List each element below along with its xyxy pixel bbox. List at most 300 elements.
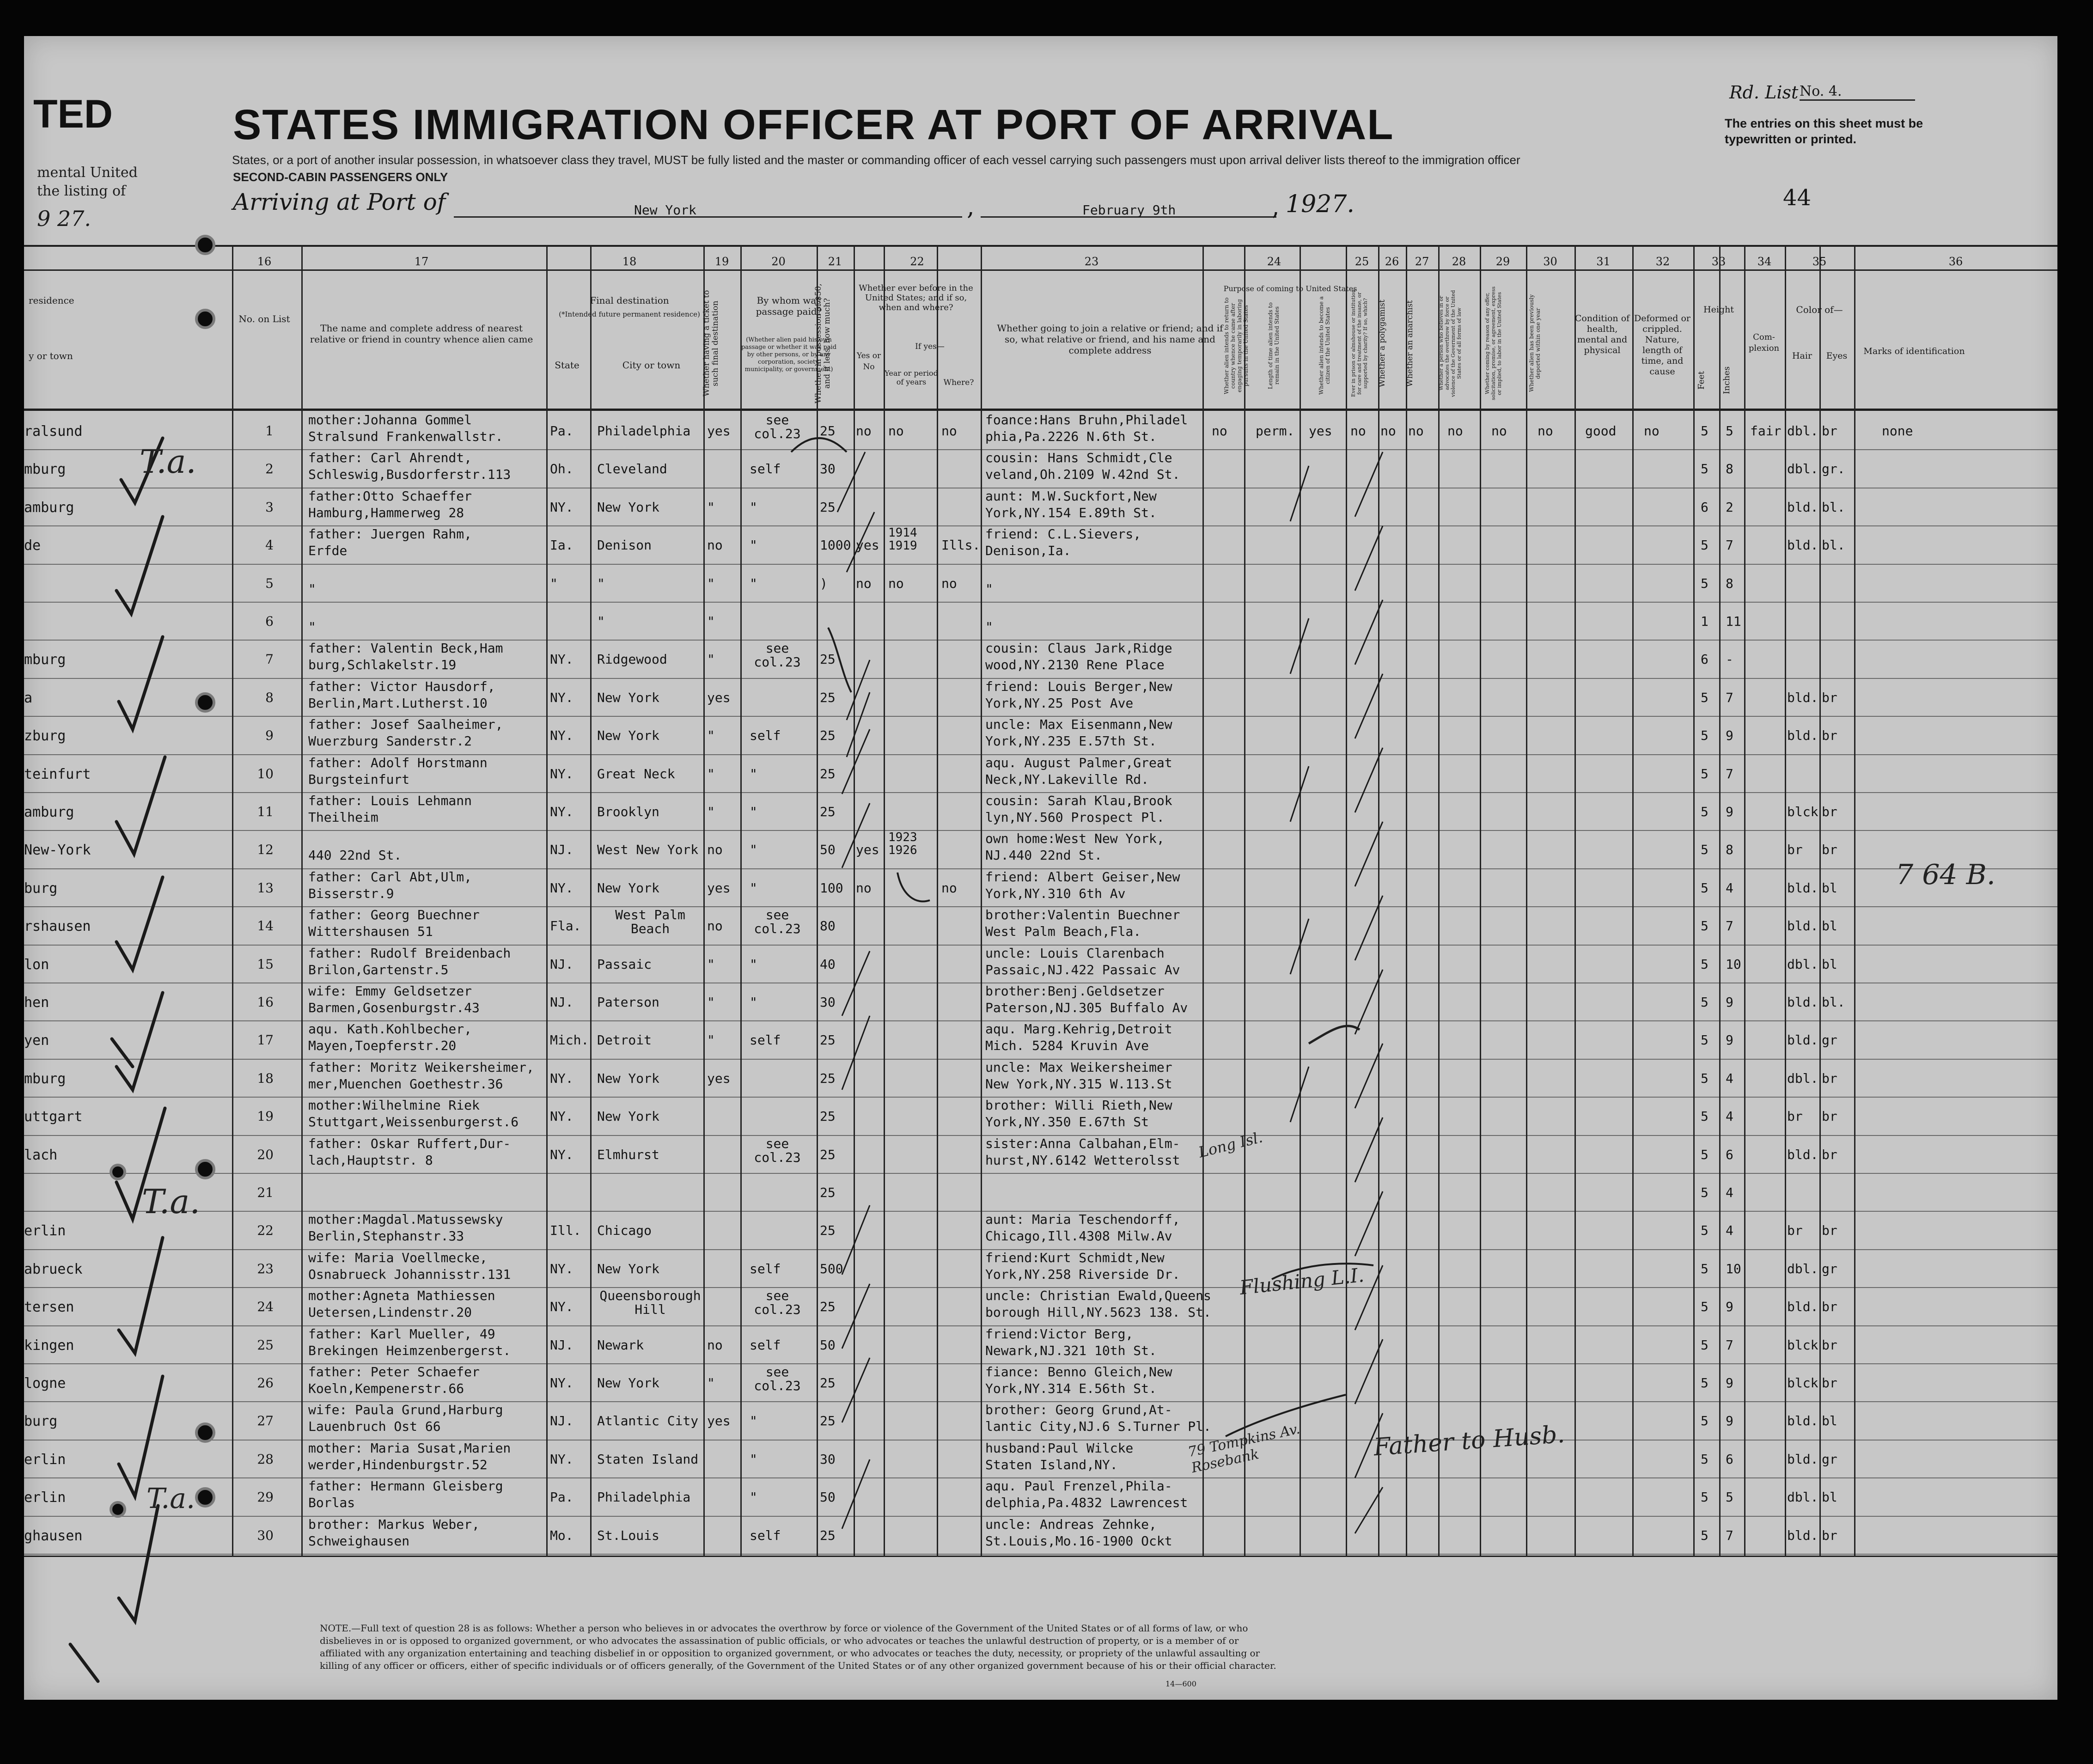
residence-fragment: a — [24, 690, 33, 706]
cell-paid: self — [750, 1261, 781, 1276]
column-number: 21 — [828, 255, 842, 268]
cell-join2: York,NY.154 E.89th St. — [985, 505, 1157, 520]
cell-paid: " — [750, 499, 757, 515]
cell-hair: bld. — [1787, 1032, 1818, 1048]
column-number: 23 — [1084, 255, 1099, 268]
cell-ticket: " — [707, 1375, 715, 1391]
cell-city: Denison — [597, 537, 652, 553]
cell-feet: 5 — [1701, 1223, 1709, 1239]
cell-rel2: Koeln,Kempenerstr.66 — [308, 1381, 464, 1396]
cell-money: 30 — [820, 995, 836, 1010]
cell-join1: brother: Georg Grund,At- — [985, 1402, 1172, 1418]
cell-rel1: wife: Maria Voellmecke, — [308, 1250, 488, 1265]
cell-city: New York — [597, 1109, 659, 1124]
cell-feet: 5 — [1701, 918, 1709, 934]
cell-state: NY. — [550, 1070, 574, 1086]
column-number: 24 — [1267, 255, 1281, 268]
cell-rel2: Stuttgart,Weissenburgerst.6 — [308, 1114, 519, 1130]
cell-feet: 5 — [1701, 461, 1709, 477]
cell-ticket: " — [707, 499, 715, 515]
cell-rel1: father: Georg Buechner — [308, 907, 480, 923]
residence-header: residence — [29, 295, 74, 306]
cell-no: 26 — [257, 1375, 274, 1391]
final-destination-header: Final destination — [590, 295, 669, 306]
cell-feet: 5 — [1701, 1489, 1709, 1505]
cell-join2: York,NY.235 E.57th St. — [985, 733, 1157, 749]
final-destination-subheader: (*Intended future permanent residence) — [559, 310, 700, 318]
cell-no: 1 — [265, 423, 274, 439]
cell-marks: none — [1882, 423, 1913, 439]
marks-header: Marks of identification — [1863, 346, 1965, 356]
cell-ticket: " — [707, 1032, 715, 1048]
cell-feet: 5 — [1701, 537, 1709, 553]
cell-hair: bld. — [1787, 995, 1818, 1010]
cell-paid: " — [750, 956, 757, 972]
cell-paid: see col.23 — [754, 1288, 801, 1318]
cell-hair: dbl. — [1787, 1489, 1818, 1505]
cell-no: 23 — [257, 1261, 274, 1276]
cell-join1: brother:Benj.Geldsetzer — [985, 983, 1165, 999]
cell-state: Ill. — [550, 1223, 581, 1239]
cell-money: 25 — [820, 1375, 836, 1391]
cell-rel1: mother: Maria Susat,Marien — [308, 1440, 511, 1456]
cell-state: NY. — [550, 690, 574, 705]
cell-no: 30 — [257, 1527, 274, 1543]
cell-rel1: wife: Paula Grund,Harburg — [308, 1402, 503, 1418]
cell-ticket: " — [707, 728, 715, 744]
cell-rel1: mother:Wilhelmine Riek — [308, 1098, 480, 1113]
cell-ticket: no — [707, 918, 723, 934]
ticket-header: Whether having a ticket to such final destination — [702, 290, 720, 397]
left-header-line: the listing of — [37, 183, 126, 199]
cell-eyes: bl — [1822, 956, 1837, 972]
cell-join1: aunt: M.W.Suckfort,New — [985, 488, 1157, 504]
deformed-header: Deformed or crippled. Nature, length of time, and cause — [1634, 313, 1690, 377]
column-number: 35 — [1812, 255, 1827, 268]
cell-money: 25 — [820, 1032, 836, 1048]
cell-hair: dbl. — [1787, 423, 1818, 439]
cell-money: 30 — [820, 461, 836, 477]
cell-no: 9 — [265, 728, 274, 744]
title-prefix: TED — [33, 92, 113, 136]
cell-city: New York — [597, 1261, 659, 1276]
cell-ticket: yes — [707, 880, 731, 896]
cell-rel2: Berlin,Stephanstr.33 — [308, 1228, 464, 1244]
cell-where: no — [941, 423, 957, 439]
column-number: 27 — [1415, 255, 1429, 268]
cell-eyes: bl. — [1822, 995, 1845, 1010]
cell-rel2: Schweighausen — [308, 1533, 410, 1549]
cell-hair: bld. — [1787, 728, 1818, 744]
cell-inches: - — [1726, 652, 1733, 667]
cell-paid: " — [750, 1413, 757, 1429]
cell-before: yes — [856, 842, 879, 858]
handwritten-stamp: 7 64 B. — [1896, 859, 1995, 891]
cell-money: 25 — [820, 1223, 836, 1239]
cell-paid: self — [750, 728, 781, 744]
cell-join1: sister:Anna Calbahan,Elm- — [985, 1135, 1180, 1151]
cell-join1: friend:Victor Berg, — [985, 1326, 1134, 1342]
state-header: State — [555, 360, 580, 371]
cell-eyes: bl. — [1822, 537, 1845, 553]
cell-money: 25 — [820, 423, 836, 439]
column-number: 19 — [714, 255, 729, 268]
cell-feet: 6 — [1701, 652, 1709, 667]
cell-inches: 7 — [1726, 1337, 1733, 1353]
cell-inches: 7 — [1726, 766, 1733, 781]
form-code: 14—600 — [1165, 1679, 1196, 1688]
cell-join2: York,NY.310 6th Av — [985, 885, 1126, 901]
cell-join1: cousin: Hans Schmidt,Cle — [985, 450, 1172, 466]
residence-fragment: mburg — [24, 1070, 66, 1087]
cell-feet: 5 — [1701, 1299, 1709, 1315]
cell-paid: " — [750, 842, 757, 858]
cell-rel2: Wittershausen 51 — [308, 924, 433, 940]
cell-feet: 5 — [1701, 1185, 1709, 1200]
cell-rel2: Berlin,Mart.Lutherst.10 — [308, 695, 488, 711]
cell-join2: lantic City,NJ.6 S.Turner Pl. — [985, 1419, 1211, 1434]
cell-inches: 4 — [1726, 1109, 1733, 1124]
cell-no: 27 — [257, 1413, 274, 1429]
cell-state: NY. — [550, 1261, 574, 1276]
town-header: y or town — [29, 350, 73, 361]
cell-join2: NJ.440 22nd St. — [985, 848, 1102, 863]
cell-city: Detroit — [597, 1032, 652, 1048]
cell-city: " — [597, 575, 605, 591]
cell-money: 25 — [820, 499, 836, 515]
cell-eyes: gr — [1822, 1032, 1837, 1048]
cell-inches: 9 — [1726, 1413, 1733, 1429]
cell-inches: 9 — [1726, 995, 1733, 1010]
cell-inches: 9 — [1726, 1299, 1733, 1315]
cell-state: NY. — [550, 499, 574, 515]
cell-ticket: no — [707, 842, 723, 858]
cell-inches: 10 — [1726, 956, 1741, 972]
cell-no: 16 — [257, 995, 274, 1010]
cell-money: 30 — [820, 1451, 836, 1467]
cell-hair: bld. — [1787, 1451, 1818, 1467]
cell-join2: West Palm Beach,Fla. — [985, 924, 1141, 940]
cell-join2: lyn,NY.560 Prospect Pl. — [985, 810, 1165, 825]
column-number: 17 — [414, 255, 429, 268]
residence-fragment: ghausen — [24, 1527, 83, 1544]
cell-join1: aqu. August Palmer,Great — [985, 755, 1172, 770]
cell-eyes: br — [1822, 1337, 1837, 1353]
cell-money: 25 — [820, 1299, 836, 1315]
form-title: STATES IMMIGRATION OFFICER AT PORT OF ARRIVAL — [233, 101, 1394, 148]
cell-health: good — [1585, 423, 1617, 439]
cell-rel1: father: Victor Hausdorf, — [308, 678, 495, 694]
cell-rel1: father: Carl Ahrendt, — [308, 450, 472, 466]
cell-city: New York — [597, 1375, 659, 1391]
residence-fragment: burg — [24, 880, 58, 897]
cell-rel2: Stralsund Frankenwallstr. — [308, 429, 503, 444]
cell-eyes: bl — [1822, 918, 1837, 934]
residence-fragment: zburg — [24, 728, 66, 745]
residence-fragment: logne — [24, 1375, 66, 1392]
cell-money: 25 — [820, 728, 836, 744]
cell-ticket: " — [707, 995, 715, 1010]
cell-join1: husband:Paul Wilcke — [985, 1440, 1134, 1456]
cell-rel2: " — [308, 581, 316, 597]
cell-p2: perm. — [1256, 423, 1295, 439]
handwritten-annotation: Father to Husb. — [1373, 1420, 1566, 1462]
cell-hair: blck — [1787, 1337, 1818, 1353]
column-number: 33 — [1711, 255, 1726, 268]
health-header: Condition of health, mental and physical — [1574, 313, 1630, 355]
column-number: 20 — [771, 255, 786, 268]
cell-money: 50 — [820, 1337, 836, 1353]
cell-inches: 11 — [1726, 614, 1741, 629]
residence-fragment: lach — [24, 1147, 58, 1163]
cell-join1: cousin: Sarah Klau,Brook — [985, 793, 1172, 808]
residence-fragment: kingen — [24, 1337, 74, 1354]
cell-no: 12 — [257, 842, 274, 858]
cell-feet: 5 — [1701, 1070, 1709, 1086]
cell-rel2: 440 22nd St. — [308, 848, 402, 863]
cell-rel2: Barmen,Gosenburgstr.43 — [308, 1000, 480, 1015]
eyes-header: Eyes — [1826, 351, 1848, 361]
cell-hair: dbl. — [1787, 1261, 1818, 1276]
manifest-sheet — [24, 36, 2057, 1700]
cell-feet: 5 — [1701, 880, 1709, 896]
cell-money: 25 — [820, 1413, 836, 1429]
cell-no: 18 — [257, 1070, 274, 1086]
cell-join1: friend:Kurt Schmidt,New — [985, 1250, 1165, 1265]
cell-rel2: werder,Hindenburgstr.52 — [308, 1457, 488, 1472]
cell-inches: 8 — [1726, 575, 1733, 591]
column-number: 36 — [1948, 255, 1963, 268]
cell-eyes: br — [1822, 1223, 1837, 1239]
cell-join2: York,NY.350 E.67th St — [985, 1114, 1149, 1130]
cell-state: Pa. — [550, 1489, 574, 1505]
residence-fragment: hen — [24, 995, 49, 1011]
cell-q30: no — [1538, 423, 1553, 439]
handwritten-annotation: T.a. — [140, 443, 196, 481]
cell-paid: " — [750, 1451, 757, 1467]
residence-fragment: amburg — [24, 499, 74, 516]
cell-eyes: br — [1822, 1109, 1837, 1124]
cell-rel1: father: Peter Schaefer — [308, 1364, 480, 1379]
column-number: 34 — [1757, 255, 1772, 268]
cell-year: no — [888, 423, 904, 439]
cell-paid: " — [750, 995, 757, 1010]
cell-join2: " — [985, 581, 993, 597]
cell-state: Pa. — [550, 423, 574, 439]
cell-eyes: br — [1822, 690, 1837, 705]
cell-join2: phia,Pa.2226 N.6th St. — [985, 429, 1157, 444]
cell-money: 25 — [820, 690, 836, 705]
cell-ticket: yes — [707, 690, 731, 705]
handwritten-checkmarks — [24, 36, 2057, 1700]
cell-feet: 5 — [1701, 1527, 1709, 1543]
if-yes-header: If yes— — [915, 342, 945, 351]
cell-rel1: father:Otto Schaeffer — [308, 488, 472, 504]
handwritten-annotation: T.a. — [142, 1182, 201, 1221]
cell-join1: brother: Willi Rieth,New — [985, 1098, 1172, 1113]
cell-no: 19 — [257, 1109, 274, 1124]
cell-paid: see col.23 — [754, 641, 801, 670]
cell-paid: " — [750, 766, 757, 781]
cell-rel1: aqu. Kath.Kohlbecher, — [308, 1021, 472, 1037]
cell-paid: " — [750, 575, 757, 591]
cell-eyes: br — [1822, 1070, 1837, 1086]
residence-fragment: amburg — [24, 804, 74, 820]
cell-join1: aunt: Maria Teschendorff, — [985, 1212, 1180, 1227]
cell-rel2: Erfde — [308, 543, 348, 559]
cell-paid: " — [750, 1489, 757, 1505]
purpose-header: Purpose of coming to United States — [1223, 284, 1357, 293]
footnote: NOTE.—Full text of question 28 is as follows: Whether a person who believes in or advocates the overthrow by force or violence of the Government of the United States or of all forms of law, or who disbelieves in or is opposed to organized government, or who advocates the assassination of public officials, or who advocates or teaches the unlawful destruction of property, or is a member of or affiliated with any organization entertaining and teaching disbelief in or opposition to organized government, or who advocates or teaches the duty, necessity, or propriety of the unlawful assaulting or killing of any officer or officers, either of specific individuals or of officers generally, of the Government of the United States or of any other organized government because of his or their official character. — [320, 1623, 1276, 1671]
cell-city: New York — [597, 880, 659, 896]
cell-join1: friend: Louis Berger,New — [985, 678, 1172, 694]
nearest-relative-header: The name and complete address of nearest relative or friend in country whence alien came — [310, 323, 533, 345]
cell-city: Atlantic City — [597, 1413, 699, 1429]
cell-hair: bld. — [1787, 499, 1818, 515]
list-label: Rd. List — [1729, 82, 1799, 103]
cell-money: 25 — [820, 1185, 836, 1200]
feet-header: Feet — [1696, 371, 1706, 390]
cell-inches: 9 — [1726, 1032, 1733, 1048]
cell-no: 11 — [257, 804, 274, 819]
cell-rel1: wife: Emmy Geldsetzer — [308, 983, 472, 999]
column-number: 16 — [257, 255, 272, 268]
cell-rel2: Schleswig,Busdorferstr.113 — [308, 467, 511, 482]
cell-rel1: father: Valentin Beck,Ham — [308, 641, 503, 656]
cell-poly: no — [1380, 423, 1396, 439]
cell-hair: bld. — [1787, 1147, 1818, 1162]
cell-feet: 5 — [1701, 575, 1709, 591]
cell-ticket: " — [707, 956, 715, 972]
cell-join1: own home:West New York, — [985, 831, 1165, 847]
cell-hair: dbl. — [1787, 956, 1818, 972]
comma: , — [1272, 193, 1280, 221]
left-header-line: mental United — [37, 165, 138, 181]
cell-city: Staten Island — [597, 1451, 699, 1467]
cell-join1: cousin: Claus Jark,Ridge — [985, 641, 1172, 656]
cell-no: 5 — [265, 575, 274, 591]
cell-join2: Paterson,NJ.305 Buffalo Av — [985, 1000, 1188, 1015]
cell-city: " — [597, 614, 605, 629]
cell-state: NY. — [550, 1147, 574, 1162]
q30-header: Whether alien has been previously deported within one year — [1528, 294, 1541, 392]
q28-header: Whether a person who believes in or advocates the overthrow by force or violence of the Government of the United States or of all forms of law — [1438, 290, 1462, 397]
cell-join2: Passaic,NJ.422 Passaic Av — [985, 962, 1180, 977]
cell-hair: br — [1787, 842, 1803, 858]
cell-city: Passaic — [597, 956, 652, 972]
residence-fragment: burg — [24, 1413, 58, 1430]
cell-paid: " — [750, 804, 757, 819]
cell-state: NJ. — [550, 1337, 574, 1353]
cell-join2: wood,NY.2130 Rene Place — [985, 657, 1165, 673]
cell-feet: 5 — [1701, 423, 1709, 439]
cell-rel1: father: Karl Mueller, 49 — [308, 1326, 495, 1342]
cell-state: NJ. — [550, 956, 574, 972]
residence-fragment: erlin — [24, 1223, 66, 1239]
cell-state: NY. — [550, 1109, 574, 1124]
cell-join2: York,NY.314 E.56th St. — [985, 1381, 1157, 1396]
cell-inches: 6 — [1726, 1451, 1733, 1467]
cell-inches: 2 — [1726, 499, 1733, 515]
cell-inches: 5 — [1726, 1489, 1733, 1505]
cell-state: Mich. — [550, 1032, 589, 1048]
cell-feet: 5 — [1701, 1032, 1709, 1048]
cell-feet: 6 — [1701, 499, 1709, 515]
paid-by-subheader: (Whether alien paid his own passage or whether it was paid by other persons, or by any corporation, society, municipality, or government) — [741, 336, 837, 373]
handwritten-annotation: T.a. — [146, 1483, 195, 1515]
cell-anarch: no — [1408, 423, 1424, 439]
cell-feet: 5 — [1701, 1337, 1709, 1353]
column-number: 31 — [1596, 255, 1611, 268]
cell-paid: " — [750, 880, 757, 896]
cell-where: no — [941, 880, 957, 896]
column-number: 25 — [1355, 255, 1369, 268]
cell-join2: Newark,NJ.321 10th St. — [985, 1343, 1157, 1358]
cell-city: West New York — [597, 842, 699, 858]
cell-money: 80 — [820, 918, 836, 934]
cell-rel2: Bisserstr.9 — [308, 885, 394, 901]
cell-no: 20 — [257, 1147, 274, 1162]
cell-rel2: mer,Muenchen Goethestr.36 — [308, 1076, 503, 1092]
residence-fragment: rshausen — [24, 918, 91, 935]
cell-ticket: " — [707, 652, 715, 667]
cell-rel1: father: Oskar Ruffert,Dur- — [308, 1135, 511, 1151]
cell-eyes: bl — [1822, 1489, 1837, 1505]
cell-join2: hurst,NY.6142 Wetterolsst — [985, 1152, 1180, 1168]
cell-money: 100 — [820, 880, 843, 896]
cell-rel2: Brekingen Heimzenbergerst. — [308, 1343, 511, 1358]
height-header: Height — [1703, 305, 1734, 315]
cell-no: 17 — [257, 1032, 274, 1048]
cell-no: 4 — [265, 537, 274, 553]
cell-eyes: gr — [1822, 1261, 1837, 1276]
cell-state: NY. — [550, 1299, 574, 1315]
residence-fragment: lon — [24, 956, 49, 973]
cell-hair: br — [1787, 1223, 1803, 1239]
cell-no: 8 — [265, 690, 274, 705]
cell-hair: bld. — [1787, 690, 1818, 705]
left-header-line: 9 27. — [37, 206, 92, 231]
cell-money: 50 — [820, 1489, 836, 1505]
cell-feet: 5 — [1701, 1375, 1709, 1391]
cell-eyes: br — [1822, 842, 1837, 858]
cell-money: 25 — [820, 652, 836, 667]
color-of-header: Color of— — [1796, 304, 1843, 315]
cell-join1: uncle: Max Eisenmann,New — [985, 717, 1172, 732]
cell-inches: 9 — [1726, 1375, 1733, 1391]
cell-join1: friend: Albert Geiser,New — [985, 869, 1180, 885]
purpose-return-header: Whether alien intends to return to country whence he came after engaging temporarily in laboring pursuits in the United States — [1223, 297, 1249, 394]
cell-money: 25 — [820, 1070, 836, 1086]
cell-state: NY. — [550, 804, 574, 819]
cell-eyes: bl. — [1822, 499, 1845, 515]
cell-complexion: fair — [1750, 423, 1782, 439]
cell-rel1: mother:Magdal.Matussewsky — [308, 1212, 503, 1227]
cell-rel1: mother:Agneta Mathiessen — [308, 1288, 495, 1304]
cell-feet: 5 — [1701, 1261, 1709, 1276]
joining-header: Whether going to join a relative or friend; and if so, what relative or friend, and his name and complete address — [997, 323, 1223, 356]
residence-fragment: erlin — [24, 1451, 66, 1468]
handwritten-annotation: Long Isl. — [1196, 1128, 1264, 1161]
cell-paid: self — [750, 1337, 781, 1353]
cell-rel2: Burgsteinfurt — [308, 771, 410, 787]
cell-money: 50 — [820, 842, 836, 858]
cell-hair: bld. — [1787, 1413, 1818, 1429]
cell-money: 25 — [820, 1147, 836, 1162]
cell-hair: bld. — [1787, 1299, 1818, 1315]
cell-rel1: mother:Johanna Gommel — [308, 412, 472, 427]
cell-feet: 5 — [1701, 1109, 1709, 1124]
